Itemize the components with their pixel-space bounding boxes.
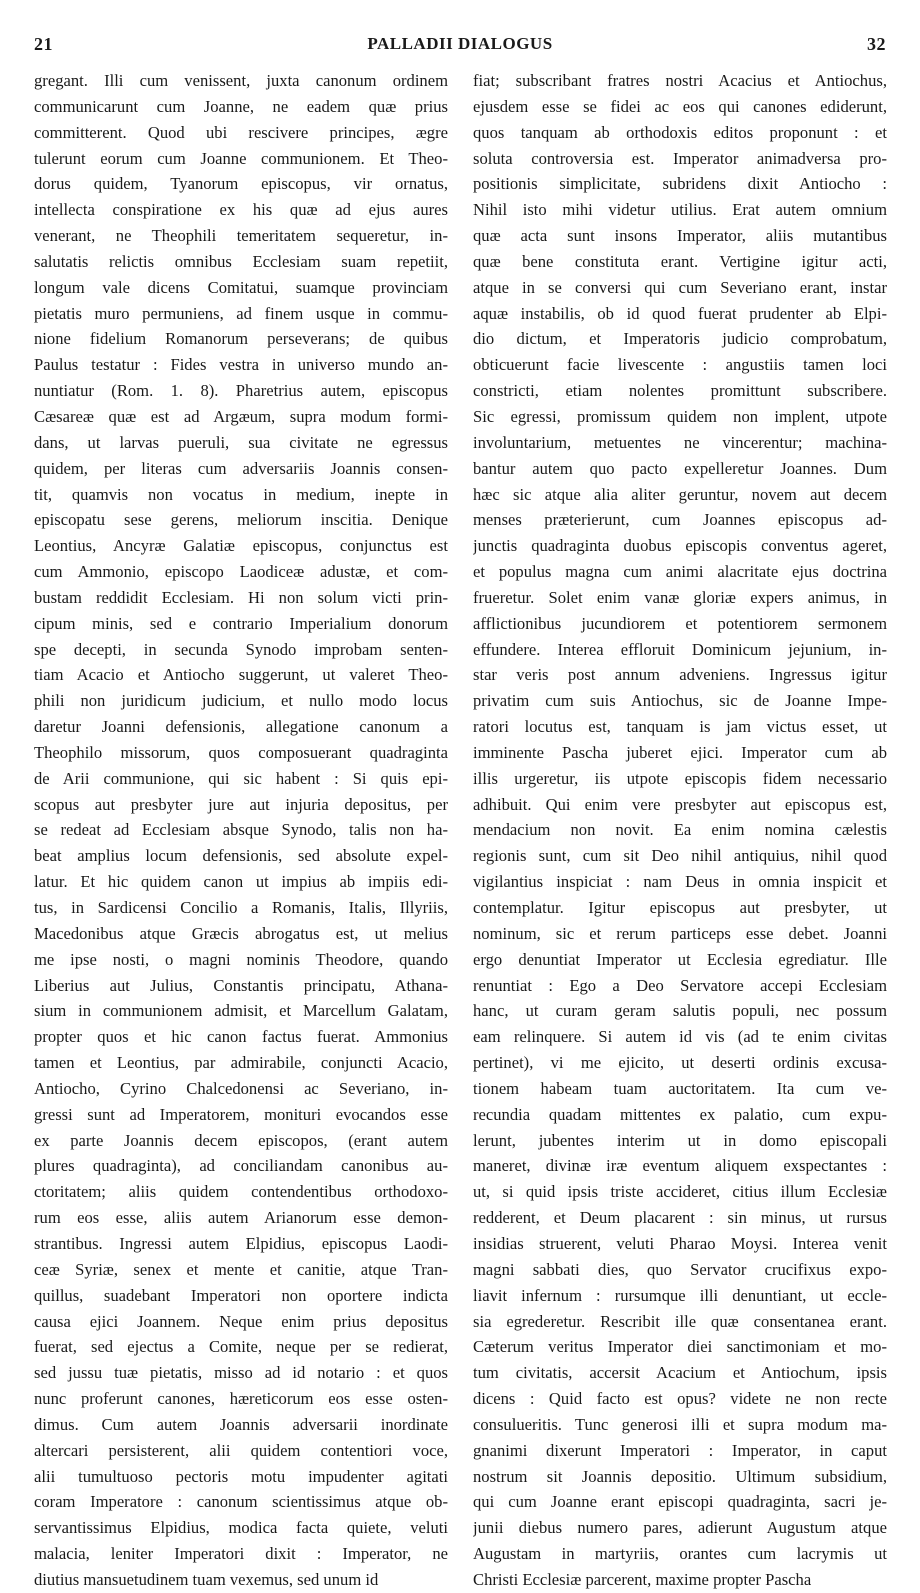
text-line: illis urgeretur, iis utpote episcopis fidem necessario bbox=[473, 768, 887, 788]
text-line: privatim cum suis Antiochus, sic de Joanne Impe- bbox=[473, 691, 887, 711]
text-line: consulueritis. Tunc generosi illi et supra modum ma- bbox=[473, 1414, 887, 1434]
text-line: nione fidelium Romanorum perseverans; de quibus bbox=[34, 329, 448, 349]
text-line: insidias struerent, veluti Pharao Moysi. Interea venit bbox=[473, 1233, 887, 1253]
text-line: liavit infernum : rursumque illi denuntiant, ut eccle- bbox=[473, 1285, 887, 1305]
text-line: nominum, sic et rerum particeps esse debet. Joanni bbox=[473, 923, 887, 943]
text-line: imminente Pascha juberet ejici. Imperator cum ab bbox=[473, 742, 887, 762]
text-line: quillus, suadebant Imperatori non oportere indicta bbox=[34, 1285, 448, 1305]
column-gutter bbox=[459, 64, 460, 1459]
text-line: afflictionibus jucundiorem et potentiorem sermonem bbox=[473, 613, 887, 633]
text-line: me ipse nosti, o magni nominis Theodore, quando bbox=[34, 949, 448, 969]
text-line: Nihil isto mihi videtur utilius. Erat autem omnium bbox=[473, 200, 887, 220]
text-line: junctis quadraginta duobus episcopis conventus ageret, bbox=[473, 536, 887, 556]
text-line: aquæ instabilis, ob id quod fuerat prudenter ab Elpi- bbox=[473, 303, 887, 323]
text-line: ceæ Syriæ, senex et mente et canitie, atque Tran- bbox=[34, 1259, 448, 1279]
text-line: atque in se conversi qui cum Severiano erant, instar bbox=[473, 277, 887, 297]
text-line: positionis simplicitate, subridens dixit Antiocho : bbox=[473, 174, 887, 194]
text-line: pertinet), vi me ejicito, ut deserti ordinis excusa- bbox=[473, 1053, 887, 1073]
text-line: mendacium non novit. Ea enim nomina cælestis bbox=[473, 820, 887, 840]
text-line: ratori locutus est, tanquam is jam victus esset, ut bbox=[473, 717, 887, 737]
text-line: communicarunt cum Joanne, ne eadem quæ prius bbox=[34, 96, 448, 116]
text-line: se redeat ad Ecclesiam absque Synodo, talis non ha- bbox=[34, 820, 448, 840]
text-line: sium in communionem admisit, et Marcellum Galatam, bbox=[34, 1001, 448, 1021]
text-line: sia egrederetur. Rescribit ille quæ consentanea erant. bbox=[473, 1311, 887, 1331]
text-line: diutius mansuetudinem tuam vexemus, sed unum id bbox=[34, 1569, 379, 1589]
text-line: nunc proferunt canones, hæreticorum eos esse osten- bbox=[34, 1389, 448, 1409]
text-line: ejusdem esse se fidei ac eos qui canones ediderunt, bbox=[473, 96, 887, 116]
text-line: et populus magna cum animi alacritate ejus doctrina bbox=[473, 562, 887, 582]
text-line: frueretur. Solet enim vanæ gloriæ expers animus, in bbox=[473, 587, 887, 607]
text-line: Cæsareæ quæ est ad Argæum, supra modum formi- bbox=[34, 406, 448, 426]
text-line: bustam reddidit Ecclesiam. Hi non solum victi prin- bbox=[34, 587, 448, 607]
text-line: contemplatur. Igitur episcopus aut presbyter, ut bbox=[473, 898, 887, 917]
page-number-left: 21 bbox=[34, 34, 53, 54]
text-line: venerant, ne Theophili temeritatem sequeretur, in- bbox=[34, 226, 448, 246]
text-line: salutatis relictis omnibus Ecclesiam suam repetiit, bbox=[34, 251, 448, 271]
text-line: lerunt, jubentes interim ut in domo episcopali bbox=[473, 1130, 887, 1150]
text-line: qui cum Joanne erant episcopi quadraginta, sacri je- bbox=[473, 1492, 887, 1512]
text-line: adhibuit. Qui enim vere presbyter aut episcopus est, bbox=[473, 794, 887, 814]
text-line: cipum minis, sed e contrario Imperialium donorum bbox=[34, 613, 448, 633]
text-line: quæ acta sunt insons Imperator, aliis mutantibus bbox=[473, 226, 887, 246]
text-line: sed jussu tuæ pietatis, misso ad id notario : et quos bbox=[34, 1363, 448, 1383]
text-line: junii diebus numero pares, adierunt Augustum atque bbox=[473, 1518, 887, 1538]
text-line: ex parte Joannis decem episcopos, (erant autem bbox=[34, 1130, 448, 1150]
text-line: constricti, etiam nolentes promittunt subscribere. bbox=[473, 381, 887, 401]
text-line: latur. Et hic quidem canon ut impius ab impiis edi- bbox=[34, 872, 448, 892]
text-line: gressi sunt ad Imperatorem, monituri evocandos esse bbox=[34, 1104, 448, 1124]
text-line: soluta controversia est. Imperator animadversa pro- bbox=[473, 148, 887, 168]
text-line: tamen et Leontius, par admirabile, conjuncti Acacio, bbox=[34, 1053, 448, 1073]
text-line: tulerunt eorum cum Joanne communionem. Et Theo- bbox=[34, 148, 448, 168]
text-line: beat amplius locum defensionis, sed absolute expel- bbox=[34, 846, 448, 866]
text-line: regionis sunt, cum sit Deo nihil antiquius, nihil quod bbox=[473, 846, 887, 866]
text-line: tum civitatis, accersit Acacium et Antiochum, ipsis bbox=[473, 1363, 887, 1383]
text-line: altercari persisterent, alii quidem contentiori voce, bbox=[34, 1440, 448, 1460]
right-text-column bbox=[473, 68, 887, 1593]
text-line: cum Ammonio, episcopo Laodiceæ adustæ, et com- bbox=[34, 562, 448, 582]
text-line: tit, quamvis non vocatus in medium, inepte in bbox=[34, 484, 448, 504]
text-line: redderent, et Deum placarent : sin minus, ut rursus bbox=[473, 1208, 887, 1228]
text-line: ut, si quid ipsis triste accideret, citius illum Ecclesiæ bbox=[473, 1182, 887, 1202]
text-line: servantissimus Elpidius, modica facta quiete, veluti bbox=[34, 1518, 448, 1538]
text-line: star veris post annum adveniens. Ingressus igitur bbox=[473, 665, 887, 685]
text-line: causa ejici Joannem. Neque enim prius depositus bbox=[34, 1311, 448, 1331]
text-line: gregant. Illi cum venissent, juxta canonum ordinem bbox=[34, 71, 448, 90]
text-line: dans, ut larvas pueruli, sua civitate ne egressus bbox=[34, 432, 448, 452]
running-title: PALLADII DIALOGUS bbox=[367, 34, 553, 53]
text-line: intellecta conspiratione ex his quæ ad ejus aures bbox=[34, 200, 448, 220]
text-line: Paulus testatur : Fides vestra in universo mundo an- bbox=[34, 355, 448, 375]
text-line: committerent. Quod ubi rescivere principes, ægre bbox=[34, 122, 448, 142]
text-line: vigilantius inspiciat : nam Deus in omnia inspicit et bbox=[473, 872, 887, 892]
text-line: tus, in Sardicensi Concilio a Romanis, Italis, Illyriis, bbox=[34, 898, 448, 917]
left-text-column bbox=[34, 68, 448, 1593]
text-line: nostrum sit Joannis depositio. Ultimum subsidium, bbox=[473, 1466, 887, 1486]
page-number-right: 32 bbox=[867, 34, 886, 54]
text-line: quos tanquam ab orthodoxis editos proponunt : et bbox=[473, 122, 887, 142]
text-line: quæ bene constituta erant. Vertigine igitur acti, bbox=[473, 251, 887, 271]
text-line: involuntarium, metuentes ne vincerentur; machina- bbox=[473, 432, 887, 452]
text-line: scopus aut presbyter jure aut injuria depositus, per bbox=[34, 794, 448, 814]
text-line: Antiocho, Cyrino Chalcedonensi ac Severiano, in- bbox=[34, 1078, 448, 1098]
text-line: propter quos et hic canon factus fuerat. Ammonius bbox=[34, 1027, 448, 1047]
text-line: dorus quidem, Tyanorum episcopus, vir ornatus, bbox=[34, 174, 448, 194]
text-line: renuntiat : Ego a Deo Servatore accepi Ecclesiam bbox=[473, 975, 887, 995]
text-line: recundia quadam mittentes ex palatio, cum expu- bbox=[473, 1104, 887, 1124]
text-line: plures quadraginta), ad conciliandam canonibus au- bbox=[34, 1156, 448, 1176]
text-line: magni sabbati dies, quo Servator crucifixus expo- bbox=[473, 1259, 887, 1279]
text-line: dio dictum, et Imperatoris judicio comprobatum, bbox=[473, 329, 887, 349]
text-line: pietatis muro permuniens, ad finem usque in commu- bbox=[34, 303, 448, 323]
text-line: daretur Joanni defensionis, allegatione canonum a bbox=[34, 717, 448, 737]
text-line: spe decepti, in secunda Synodo improbam senten- bbox=[34, 639, 448, 659]
text-line: dimus. Cum autem Joannis adversarii inordinate bbox=[34, 1414, 448, 1434]
text-line: Sic egressi, promissum quidem non implent, utpote bbox=[473, 406, 887, 426]
text-line: rum eos esse, aliis autem Arianorum esse demon- bbox=[34, 1208, 448, 1228]
text-line: Augustam in martyriis, orantes cum lacrymis ut bbox=[473, 1544, 887, 1564]
text-line: quidem, per literas cum adversariis Joannis consen- bbox=[34, 458, 448, 478]
text-line: malacia, leniter Imperatori dixit : Imperator, ne bbox=[34, 1544, 448, 1564]
running-head bbox=[34, 34, 886, 58]
text-line: tionem habeam tuam auctoritatem. Ita cum ve- bbox=[473, 1078, 887, 1098]
text-line: obticuerunt facie livescente : angustiis tamen loci bbox=[473, 355, 887, 375]
text-line: ergo denuntiat Imperator ut Ecclesia egrediatur. Ille bbox=[473, 949, 887, 969]
text-line: ctoritatem; aliis quidem contendentibus orthodoxo- bbox=[34, 1182, 448, 1202]
text-line: dicens : Quid facto est opus? videte ne non recte bbox=[473, 1389, 887, 1409]
text-line: alii tumultuoso pectoris motu impudenter agitati bbox=[34, 1466, 448, 1486]
text-line: hanc, ut curam geram salutis populi, nec possum bbox=[473, 1001, 887, 1021]
text-line: Macedonibus atque Græcis abrogatus est, ut melius bbox=[34, 923, 448, 943]
text-line: Liberius aut Julius, Constantis principatu, Athana- bbox=[34, 975, 448, 995]
text-line: Theophilo missorum, quos composuerant quadraginta bbox=[34, 742, 448, 762]
text-line: eam relinquere. Si autem id vis (ad te enim civitas bbox=[473, 1027, 887, 1047]
text-line: episcopatu sese gerens, meliorum inscitia. Denique bbox=[34, 510, 448, 530]
text-line: phili non juridicum judicium, et nullo modo locus bbox=[34, 691, 448, 711]
text-line: coram Imperatore : canonum scientissimus atque ob- bbox=[34, 1492, 448, 1512]
text-line: Cæterum veritus Imperator diei sanctimoniam et mo- bbox=[473, 1337, 887, 1357]
text-line: fiat; subscribant fratres nostri Acacius et Antiochus, bbox=[473, 71, 887, 90]
text-line: Leontius, Ancyræ Galatiæ episcopus, conjunctus est bbox=[34, 536, 448, 556]
text-line: menses præterierunt, cum Joannes episcopus ad- bbox=[473, 510, 887, 530]
text-line: bantur autem quo pacto expelleretur Joannes. Dum bbox=[473, 458, 887, 478]
text-line: hæc sic atque alia aliter geruntur, novem aut decem bbox=[473, 484, 887, 504]
text-line: fuerat, sed ejectus a Comite, neque per se redierat, bbox=[34, 1337, 448, 1357]
text-line: Christi Ecclesiæ parcerent, maxime propter Pascha bbox=[473, 1569, 812, 1589]
text-line: tiam Acacio et Antiocho suggerunt, ut valeret Theo- bbox=[34, 665, 448, 685]
text-line: de Arii communione, qui sic habent : Si quis epi- bbox=[34, 768, 448, 788]
text-line: gnanimi dixerunt Imperatori : Imperator, in caput bbox=[473, 1440, 887, 1460]
text-line: maneret, divinæ iræ eventum aliquem exspectantes : bbox=[473, 1156, 887, 1176]
text-line: strantibus. Ingressi autem Elpidius, episcopus Laodi- bbox=[34, 1233, 448, 1253]
text-line: longum vale dicens Comitatui, suamque provinciam bbox=[34, 277, 448, 297]
text-line: nuntiatur (Rom. 1. 8). Pharetrius autem, episcopus bbox=[34, 381, 448, 401]
text-line: effundere. Interea effloruit Dominicum jejunium, in- bbox=[473, 639, 887, 659]
